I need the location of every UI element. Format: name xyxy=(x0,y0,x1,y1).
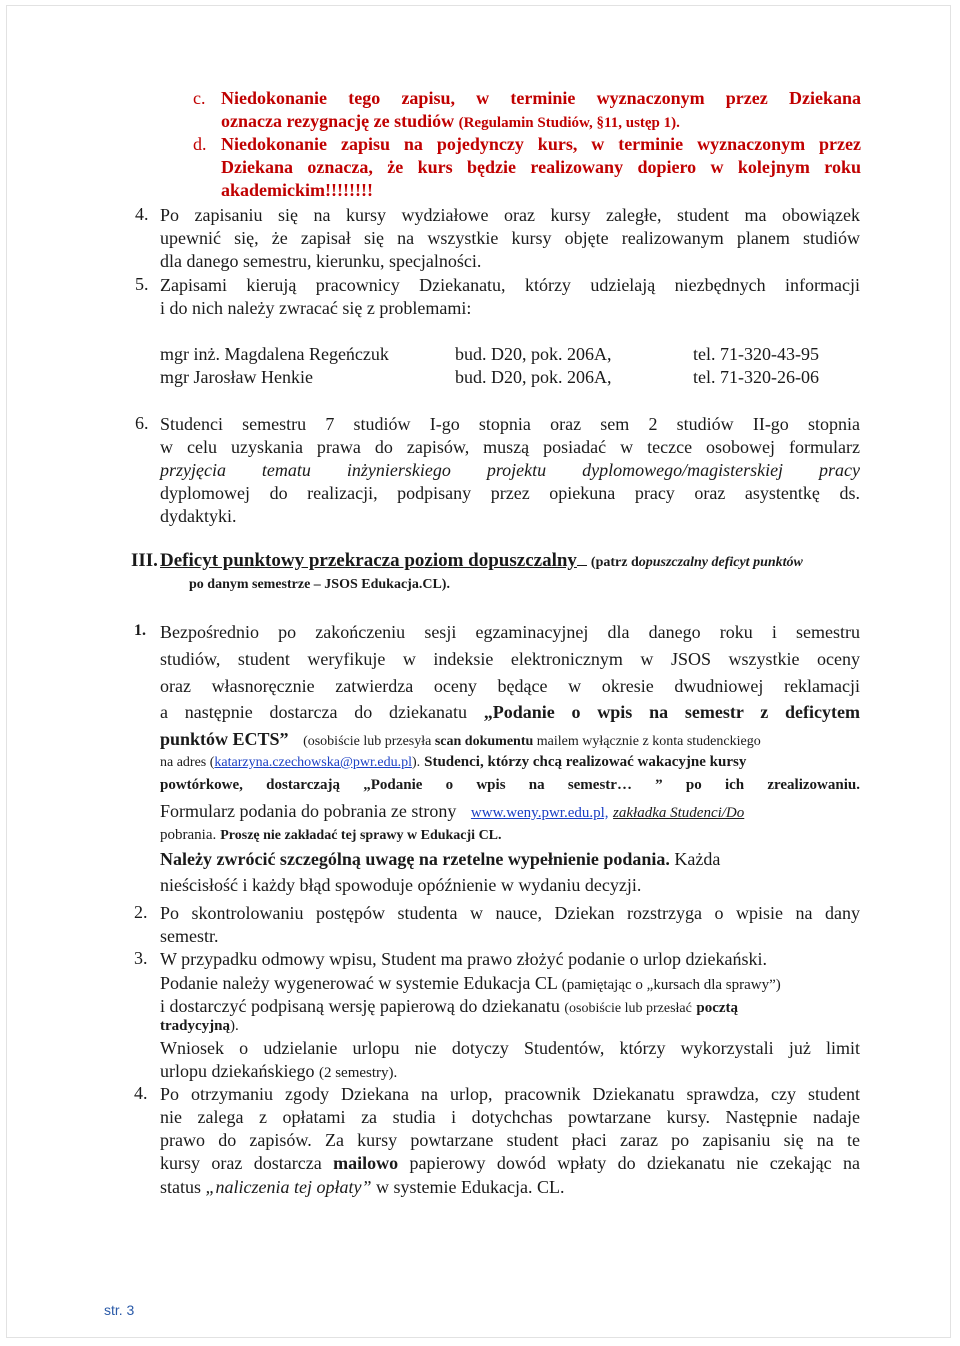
item-c-line2 xyxy=(221,111,680,132)
s3-item1-line2: studiów, student weryfikuje w indeksie elektronicznym w JSOS wszystkie oceny xyxy=(160,649,860,669)
section3-heading-line xyxy=(160,550,803,572)
line5-small-end: mailem wyłącznie z konta studenckiego xyxy=(536,734,761,749)
website-link[interactable]: www.weny.pwr.edu.pl, xyxy=(470,805,609,821)
item4-line1: Po zapisaniu się na kursy wydziałowe oraz kursy zaległe, student ma obowiązek xyxy=(160,205,860,225)
contact-tel: tel. 71-320-26-06 xyxy=(693,367,819,387)
line8-text: Formularz podania do pobrania ze strony xyxy=(160,801,457,821)
line5-small-bold: scan dokumentu xyxy=(434,734,534,749)
s3-item4-line3: prawo do zapisów. Za kursy powtarzane student płaci zaraz po zapisaniu się na te xyxy=(160,1130,860,1150)
s3-item3-line2 xyxy=(160,972,781,997)
line4-text: a następnie dostarcza do dziekanatu xyxy=(160,702,467,722)
s3-item1-line11: nieścisłość i każdy błąd spowoduje opóźnienie w wydaniu decyzji. xyxy=(160,875,642,895)
s3-item1-line3: oraz własnoręcznie zatwierdza oceny będące w okresie dwudniowej reklamacji xyxy=(160,676,860,696)
section3-note-line2: po danym semestrze – JSOS Edukacja.CL). xyxy=(189,577,450,592)
item-d-line2: Dziekana oznacza, że kurs będzie realizowany dopiero w kolejnym roku xyxy=(221,157,861,177)
s3-item4-line1: Po otrzymaniu zgody Dziekana na urlop, pracownik Dziekanatu sprawdza, czy student xyxy=(160,1084,860,1104)
item3-line2-text: Podanie należy wygenerować w systemie Edukacja CL xyxy=(160,973,558,993)
item4-line4-b: papierowy dowód wpłaty do dziekanatu nie czekając na xyxy=(409,1153,861,1173)
item4-line4-bold: mailowo xyxy=(333,1153,399,1173)
line6-small: na adres ( xyxy=(160,755,215,770)
contact-tel: tel. 71-320-43-95 xyxy=(693,344,819,364)
section3-numeral: III. xyxy=(131,550,158,571)
line5-small-a: (osobiście lub przesyła xyxy=(303,734,432,749)
note-italic: opuszczalny deficyt punktów xyxy=(638,555,803,570)
line6-small-end: ). xyxy=(411,755,421,770)
item-c-ref: (Regulamin Studiów, §11, ustęp 1). xyxy=(458,115,680,131)
item6-line1: Studenci semestru 7 studiów I-go stopnia oraz sem 2 studiów II-go stopnia xyxy=(160,414,860,434)
s3-item1-line9 xyxy=(160,826,502,844)
item-d-line3: akademickim!!!!!!!! xyxy=(221,180,373,200)
list-marker-c: c. xyxy=(193,88,206,108)
s3-item1-line6 xyxy=(160,753,746,772)
section3-note xyxy=(591,555,803,570)
s3-item4-line4 xyxy=(160,1152,860,1175)
item3-line3-small: (osobiście lub przesłać xyxy=(564,1001,692,1016)
item4-line3: dla danego semestru, kierunku, specjalności. xyxy=(160,251,482,271)
s3-item1-line5 xyxy=(160,726,761,756)
s3-item1-line7: powtórkowe, dostarczają „Podanie o wpis na semestr… ” po ich zrealizowaniu. xyxy=(160,777,860,793)
line10-end: Każda xyxy=(674,849,721,869)
item-c-text: oznacza rezygnację ze studiów xyxy=(221,111,455,131)
s3-item4-line2: nie zalega z opłatami za studia i dotychchas powtarzane kursy. Następnie nadaje xyxy=(160,1107,860,1127)
item3-line4-bold: tradycyjną xyxy=(160,1018,230,1034)
item5-marker: 5. xyxy=(135,274,149,294)
contact-room: bud. D20, pok. 206A, xyxy=(455,344,612,364)
contact-name: mgr Jarosław Henkie xyxy=(160,367,313,387)
s3-item1-marker: 1. xyxy=(134,622,146,639)
section3-heading: Deficyt punktowy przekracza poziom dopuszczalny xyxy=(160,550,577,571)
s3-item4-line5 xyxy=(160,1176,564,1199)
list-marker-d: d. xyxy=(193,134,207,154)
item4-marker: 4. xyxy=(135,204,149,224)
item4-line5-italic: „naliczenia tej opłaty” xyxy=(205,1177,372,1197)
email-link[interactable]: katarzyna.czechowska@pwr.edu.pl xyxy=(214,755,412,770)
s3-item1-line10 xyxy=(160,849,720,870)
item3-line4-end: ). xyxy=(230,1018,239,1034)
note-open: (patrz d xyxy=(590,555,639,570)
item-d-line1: Niedokonanie zapisu na pojedynczy kurs, w terminie wyznaczonym przez xyxy=(221,134,861,154)
line5-bold: punktów ECTS” xyxy=(160,729,289,749)
s3-item1-line8 xyxy=(160,801,744,822)
item5-line2: i do nich należy zwracać się z problemami: xyxy=(160,298,472,318)
line5-small xyxy=(303,734,761,749)
item4-line2: upewnić się, że zapisał się na wszystkie kursy objęte realizowanym planem studiów xyxy=(160,228,860,248)
s3-item3-line3 xyxy=(160,995,738,1020)
s3-item3-line5: Wniosek o udzielanie urlopu nie dotyczy Studentów, którzy wykorzystali już limit xyxy=(160,1038,860,1058)
s3-item3-line1: W przypadku odmowy wpisu, Student ma prawo złożyć podanie o urlop dziekański. xyxy=(160,949,768,969)
item3-line6-text: urlopu dziekańskiego xyxy=(160,1061,315,1081)
s3-item3-line4 xyxy=(160,1018,239,1035)
s3-item2-marker: 2. xyxy=(134,902,148,922)
item-c-line1: Niedokonanie tego zapisu, w terminie wyznaczonym przez Dziekana xyxy=(221,88,861,108)
item4-line4-a: kursy oraz dostarcza xyxy=(160,1153,322,1173)
item3-line3-text: i dostarczyć podpisaną wersję papierową do dziekanatu xyxy=(160,996,560,1016)
s3-item1-line1: Bezpośrednio po zakończeniu sesji egzaminacyjnej dla danego roku i semestru xyxy=(160,622,860,642)
page-number: str. 3 xyxy=(104,1302,135,1318)
item3-line6-small: (2 semestry). xyxy=(318,1065,398,1081)
item6-marker: 6. xyxy=(135,413,149,433)
item6-line2: w celu uzyskania prawa do zapisów, muszą posiadać w teczce osobowej formularz xyxy=(160,437,860,457)
item5-line1: Zapisami kierują pracownicy Dziekanatu, którzy udzielają niezbędnych informacji xyxy=(160,275,860,295)
line10-bold: Należy zwrócić szczególną uwagę na rzetelne wypełnienie podania. xyxy=(160,849,670,869)
line9-bold: Proszę nie zakładać tej sprawy w Edukacji CL. xyxy=(220,828,502,843)
item6-line4: dyplomowej do realizacji, podpisany przez opiekuna pracy oraz asystentkę ds. xyxy=(160,483,860,503)
contact-room: bud. D20, pok. 206A, xyxy=(455,367,612,387)
line6-bold: Studenci, którzy chcą realizować wakacyjne kursy xyxy=(424,754,747,770)
item6-line3: przyjęcia tematu inżynierskiego projektu dyplomowego/magisterskiej pracy xyxy=(160,460,860,480)
line4-bold: „Podanie o wpis na semestr z deficytem xyxy=(483,702,861,722)
line9-text: pobrania. xyxy=(160,827,217,843)
s3-item1-line4 xyxy=(160,699,860,726)
line8-italic: zakładka Studenci/Do xyxy=(613,805,745,821)
item3-line2-small: (pamiętając o „kursach dla sprawy”) xyxy=(561,977,781,993)
item4-line5-a: status xyxy=(160,1177,202,1197)
item4-line5-b: w systemie Edukacja. CL. xyxy=(376,1177,565,1197)
s3-item3-line6 xyxy=(160,1060,397,1085)
s3-item2-line1: Po skontrolowaniu postępów studenta w nauce, Dziekan rozstrzyga o wpisie na dany xyxy=(160,903,860,923)
s3-item3-marker: 3. xyxy=(134,948,148,968)
contact-name: mgr inż. Magdalena Regeńczuk xyxy=(160,344,389,364)
item6-line5: dydaktyki. xyxy=(160,506,237,526)
item3-line3-bold: pocztą xyxy=(696,1000,739,1016)
s3-item4-marker: 4. xyxy=(134,1083,148,1103)
s3-item2-line2: semestr. xyxy=(160,926,219,946)
